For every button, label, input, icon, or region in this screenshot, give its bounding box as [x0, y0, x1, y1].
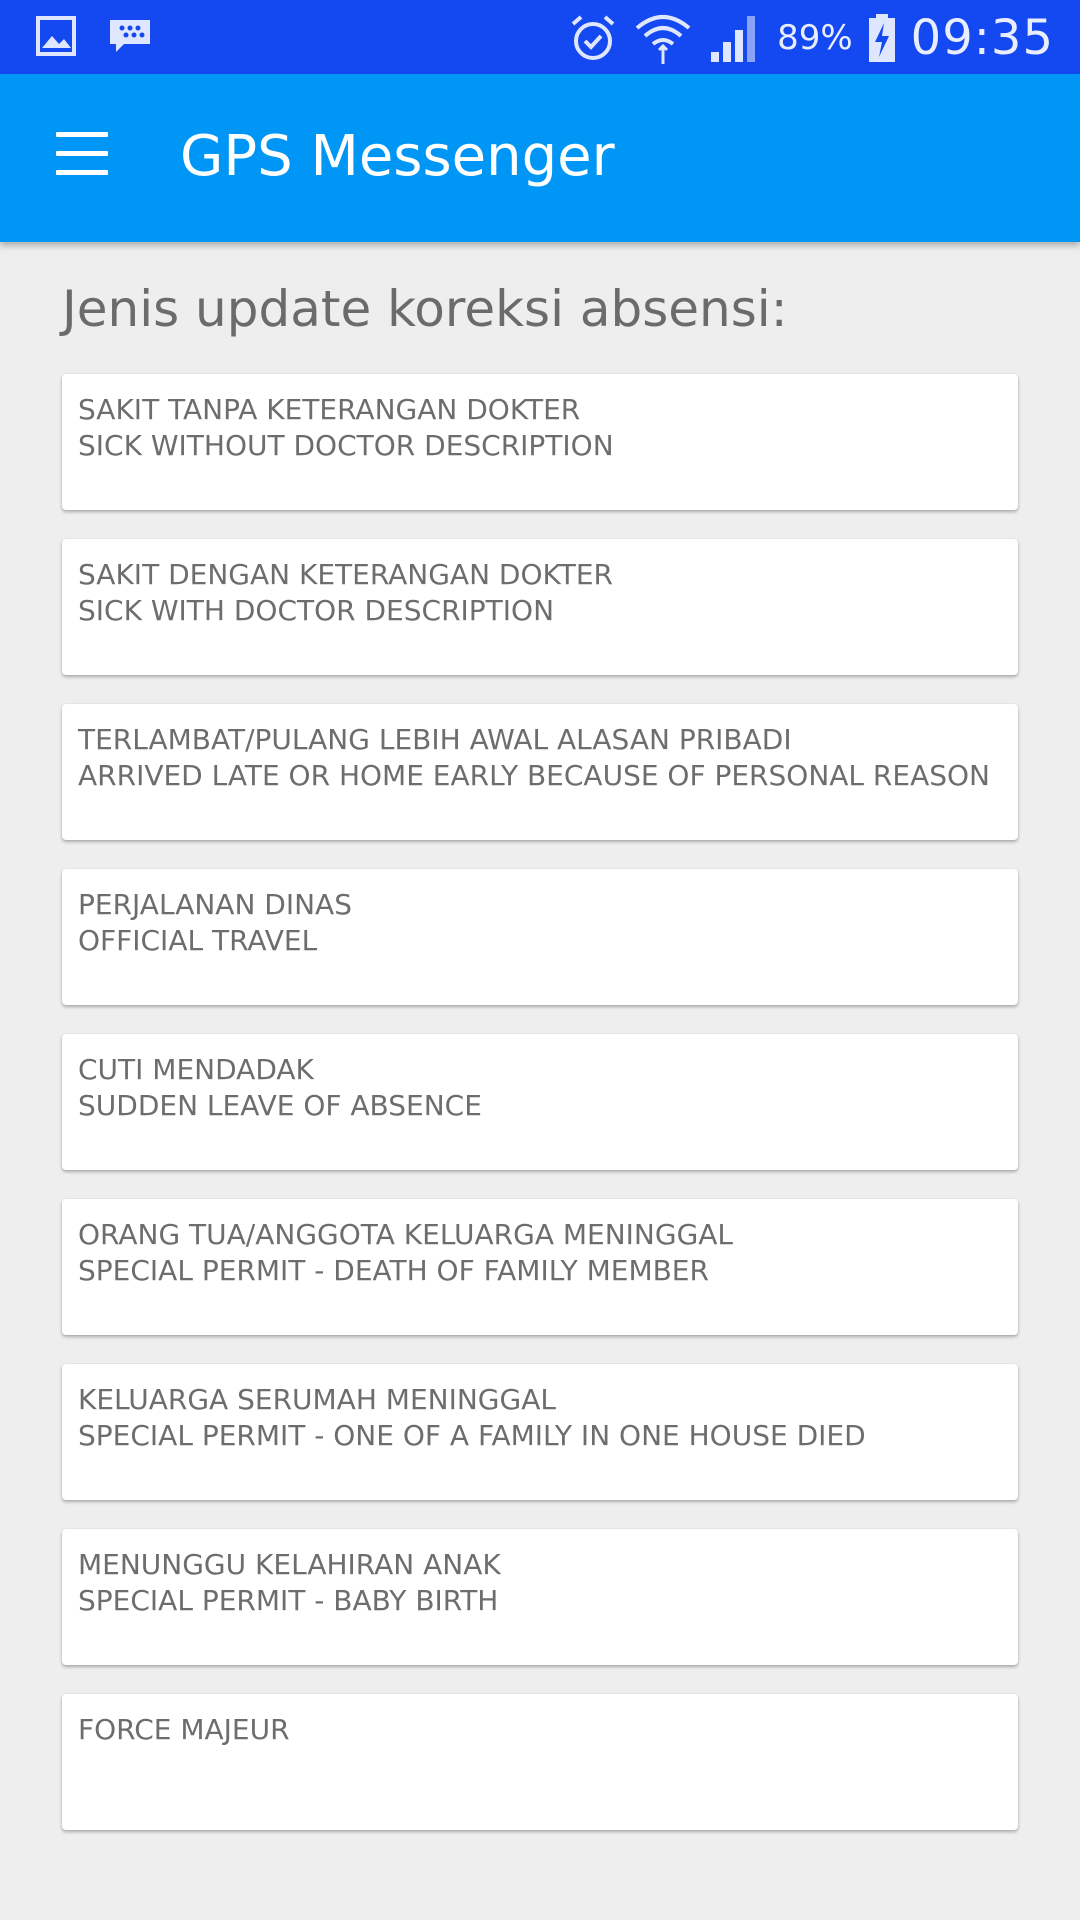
bbm-icon	[108, 14, 152, 58]
gallery-icon	[36, 14, 78, 58]
notification-area	[36, 14, 152, 58]
option-label-id: MENUNGGU KELAHIRAN ANAK	[78, 1548, 501, 1581]
option-label-en: OFFICIAL TRAVEL	[78, 924, 318, 957]
app-bar	[0, 74, 1080, 242]
system-tray	[567, 8, 1054, 68]
option-label-en: SPECIAL PERMIT - ONE OF A FAMILY IN ONE HOUSE DIED	[78, 1419, 866, 1452]
option-label-id: FORCE MAJEUR	[78, 1713, 290, 1746]
status-bar	[0, 0, 1080, 74]
option-label-id: CUTI MENDADAK	[78, 1053, 314, 1086]
option-label-id: SAKIT DENGAN KETERANGAN DOKTER	[78, 558, 613, 591]
signal-icon	[707, 12, 763, 64]
option-label-en: SUDDEN LEAVE OF ABSENCE	[78, 1089, 482, 1122]
battery-charging-icon	[867, 12, 897, 64]
option-label-en: SPECIAL PERMIT - DEATH OF FAMILY MEMBER	[78, 1254, 709, 1287]
option-label-id: SAKIT TANPA KETERANGAN DOKTER	[78, 393, 581, 426]
option-label-id: KELUARGA SERUMAH MENINGGAL	[78, 1383, 556, 1416]
option-baby-birth[interactable]	[62, 1529, 1018, 1665]
clock: 09:35	[910, 10, 1054, 66]
alarm-icon	[567, 12, 619, 64]
option-death-of-family[interactable]	[62, 1199, 1018, 1335]
option-sick-with-doctor[interactable]	[62, 539, 1018, 675]
section-title: Jenis update koreksi absensi:	[62, 280, 788, 338]
option-label-id: ORANG TUA/ANGGOTA KELUARGA MENINGGAL	[78, 1218, 734, 1251]
option-list	[62, 374, 1018, 1859]
option-label-id: PERJALANAN DINAS	[78, 888, 352, 921]
option-label-en: SICK WITH DOCTOR DESCRIPTION	[78, 594, 555, 627]
option-label-en: SPECIAL PERMIT - BABY BIRTH	[78, 1584, 499, 1617]
hamburger-menu-icon[interactable]	[52, 132, 112, 182]
option-label-id: TERLAMBAT/PULANG LEBIH AWAL ALASAN PRIBADI	[78, 723, 792, 756]
option-household-death[interactable]	[62, 1364, 1018, 1500]
option-sudden-leave[interactable]	[62, 1034, 1018, 1170]
option-label-en: SICK WITHOUT DOCTOR DESCRIPTION	[78, 429, 614, 462]
option-label-en: ARRIVED LATE OR HOME EARLY BECAUSE OF PERSONAL REASON	[78, 759, 990, 792]
option-force-majeur[interactable]	[62, 1694, 1018, 1830]
battery-percent: 89%	[777, 18, 853, 58]
option-sick-without-doctor[interactable]	[62, 374, 1018, 510]
option-official-travel[interactable]	[62, 869, 1018, 1005]
app-title: GPS Messenger	[180, 124, 615, 189]
option-late-or-early[interactable]	[62, 704, 1018, 840]
wifi-icon	[633, 10, 693, 66]
